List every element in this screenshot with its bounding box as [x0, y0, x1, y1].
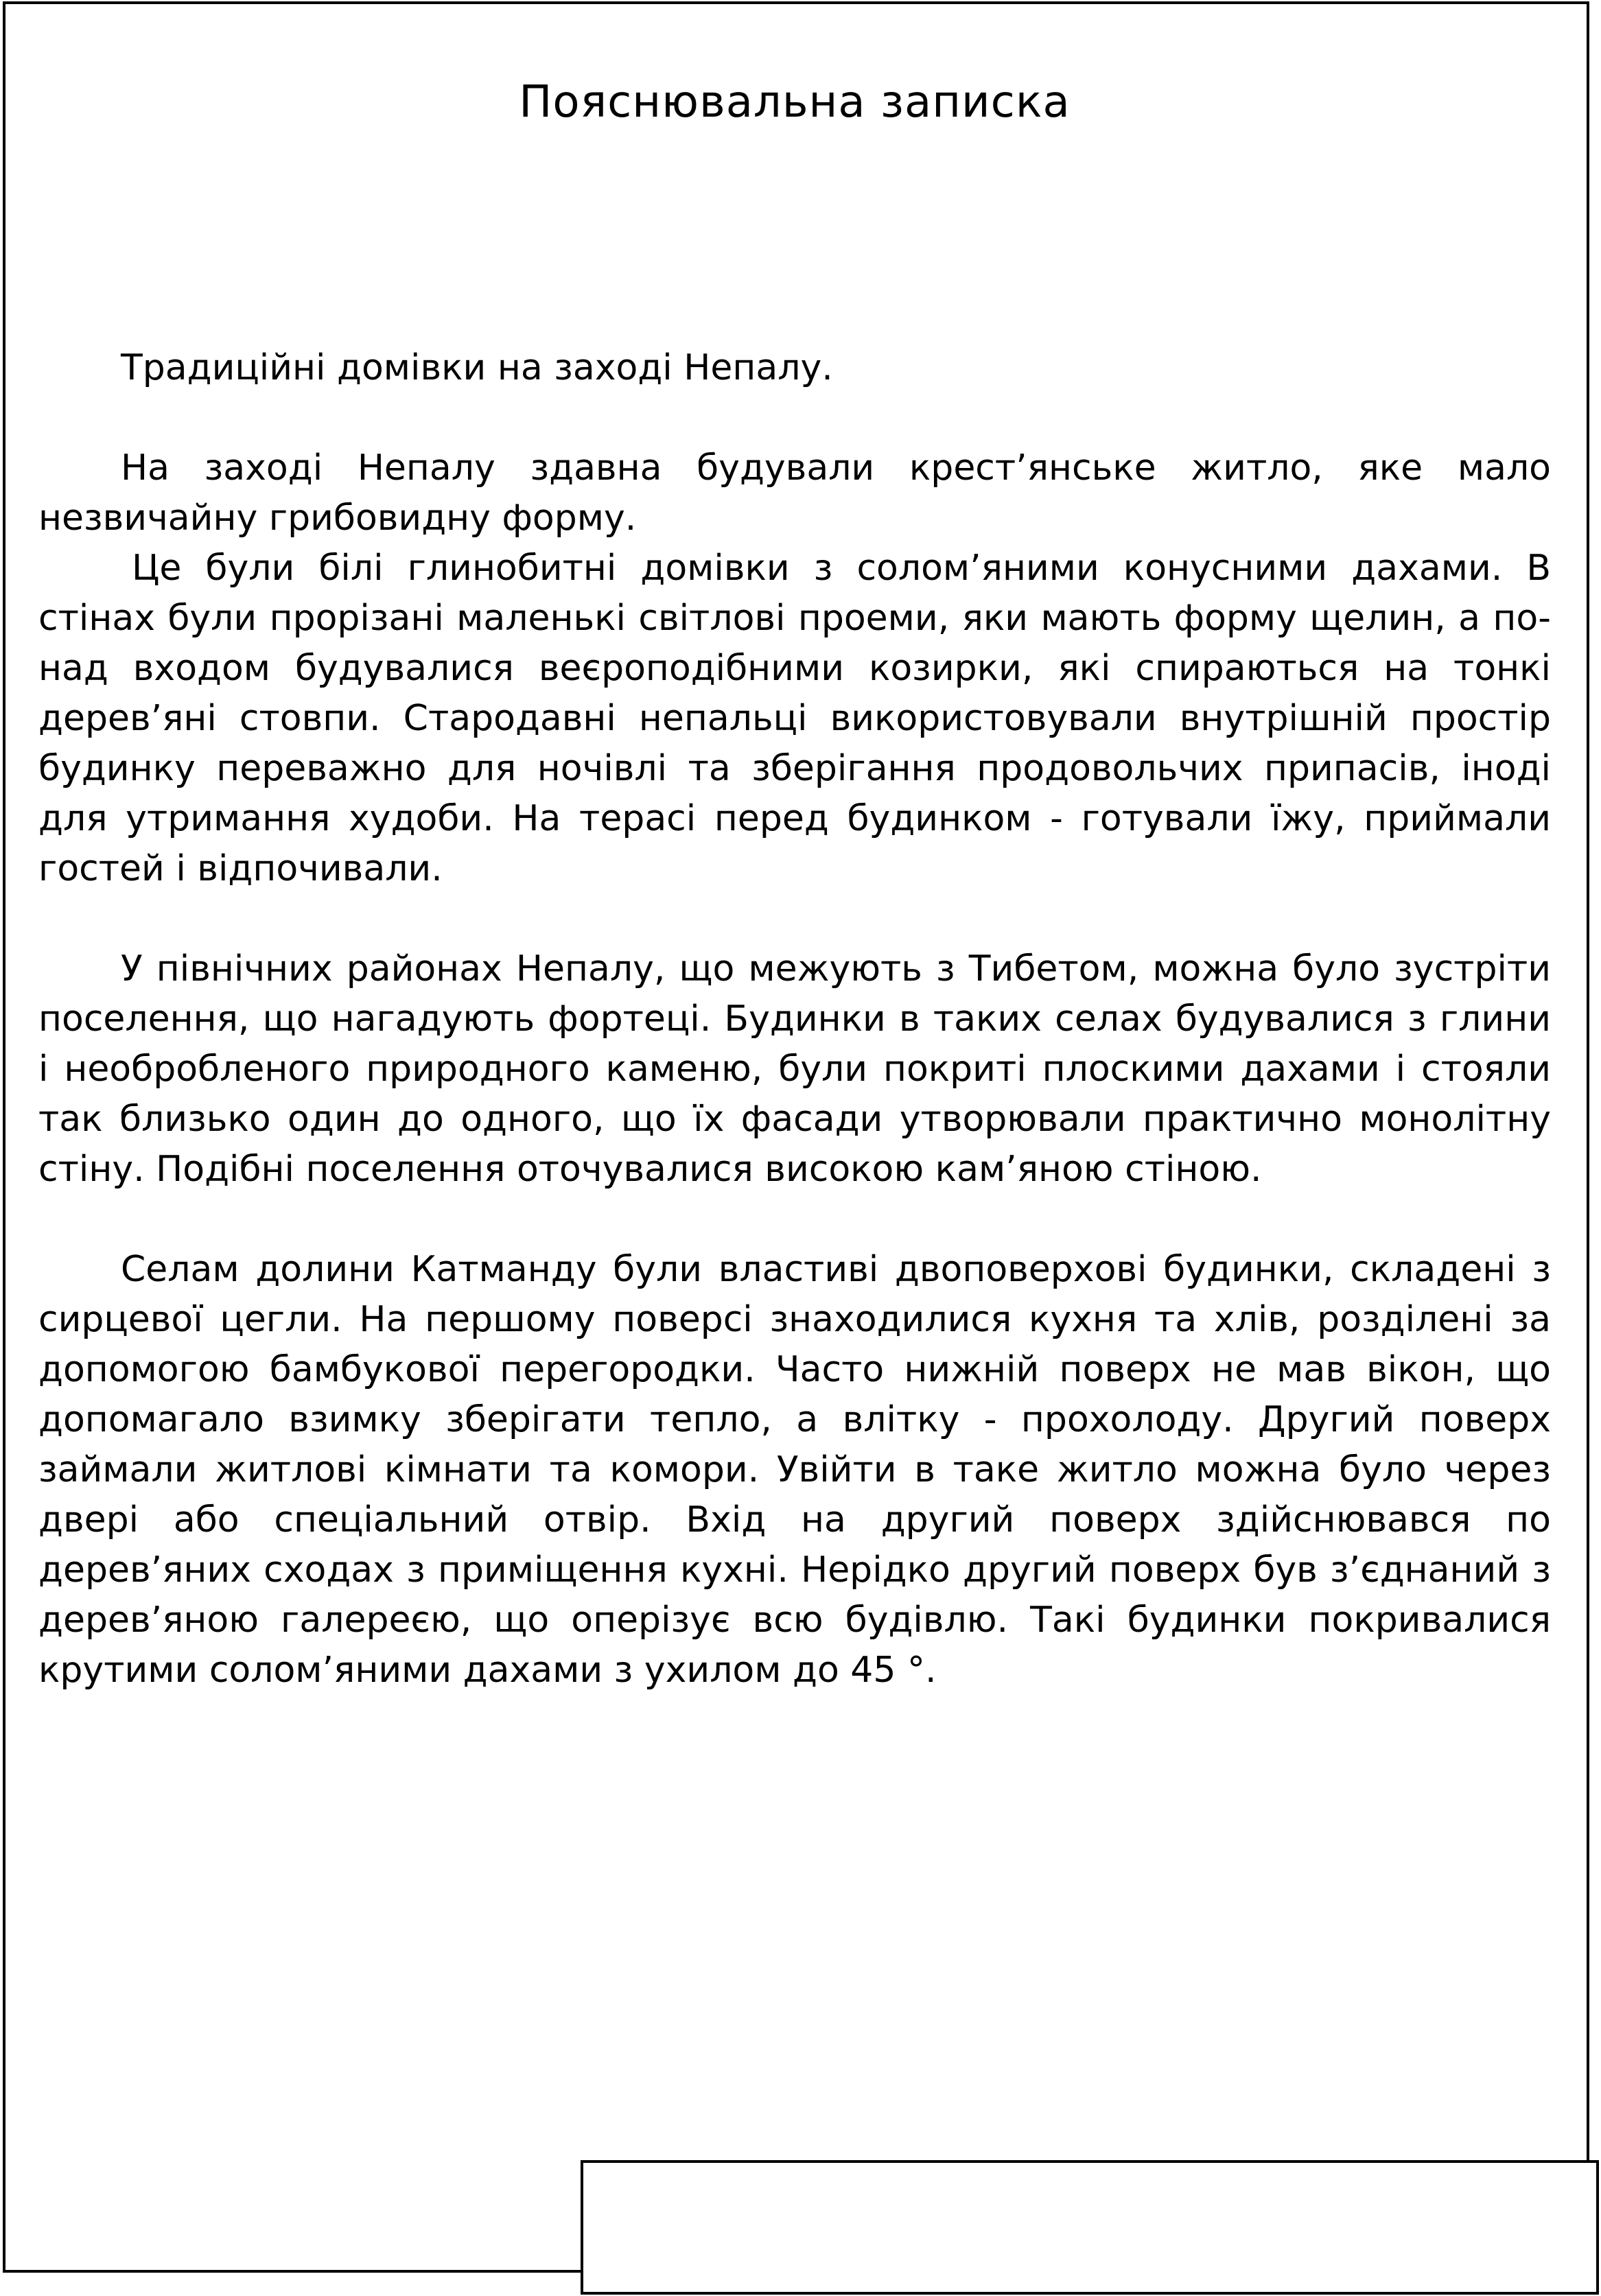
- paragraph-north-nepal: У північних районах Непалу, що межують з Тибетом, можна було зустріти поселення, що нагадують фортеці. Будинки в таких селах будувалися з глини і необробленого природного каменю, були покриті плоскими дахами і стояли так близько один до одного, що їх фасади утворювали практично монолітну стіну. Подібні поселення оточувалися високою камʼяною стіною.: [38, 948, 1551, 1190]
- spacer: [38, 393, 1551, 443]
- spacer: [38, 1195, 1551, 1245]
- paragraph-west-nepal: На заході Непалу здавна будували крестʼянське житло, яке мало незвичайну грибовидну форму.: [38, 447, 1551, 539]
- paragraph-kathmandu-valley: Селам долини Катманду були властиві двоповерхові будинки, складені з сирцевої цегли. На першому поверсі знаходилися кухня та хлів, розділені за допомогою бамбукової перегородки. Часто нижній поверх не мав вікон, що допомагало взимку зберігати тепло, а влітку - прохолоду. Другий поверх займали житлові кімнати та комори. Увійти в таке житло можна було через двері або спеціальний отвір. Вхід на другий поверх здійснювався по деревʼяних сходах з приміщення кухні. Нерідко другий поверх був зʼєднаний з деревʼяною галереєю, що оперізує всю будівлю. Такі будинки покривалися крутими соломʼяними дахами з ухилом до 45 °.: [38, 1249, 1551, 1691]
- document-body: [38, 343, 1551, 1696]
- spacer: [38, 894, 1551, 944]
- drawing-title-block: [581, 2160, 1599, 2295]
- document-title: Пояснювальна записка: [519, 77, 1071, 128]
- paragraph-clay-houses: Це були білі глинобитні домівки з соломʼяними конусними дахами. В стінах були прорізані маленькі світлові проеми, яки мають форму щелин, а по-над входом будувалися веєроподібними козирки, які спираються на тонкі деревʼяні стовпи. Стародавні непальці використовували внутрішній простір будинку переважно для ночівлі та зберігання продовольчих припасів, іноді для утримання худоби. На терасі перед будинком - готували їжу, приймали гостей і відпочивали.: [38, 548, 1551, 889]
- document-subtitle: Традиційні домівки на заході Непалу.: [121, 347, 833, 388]
